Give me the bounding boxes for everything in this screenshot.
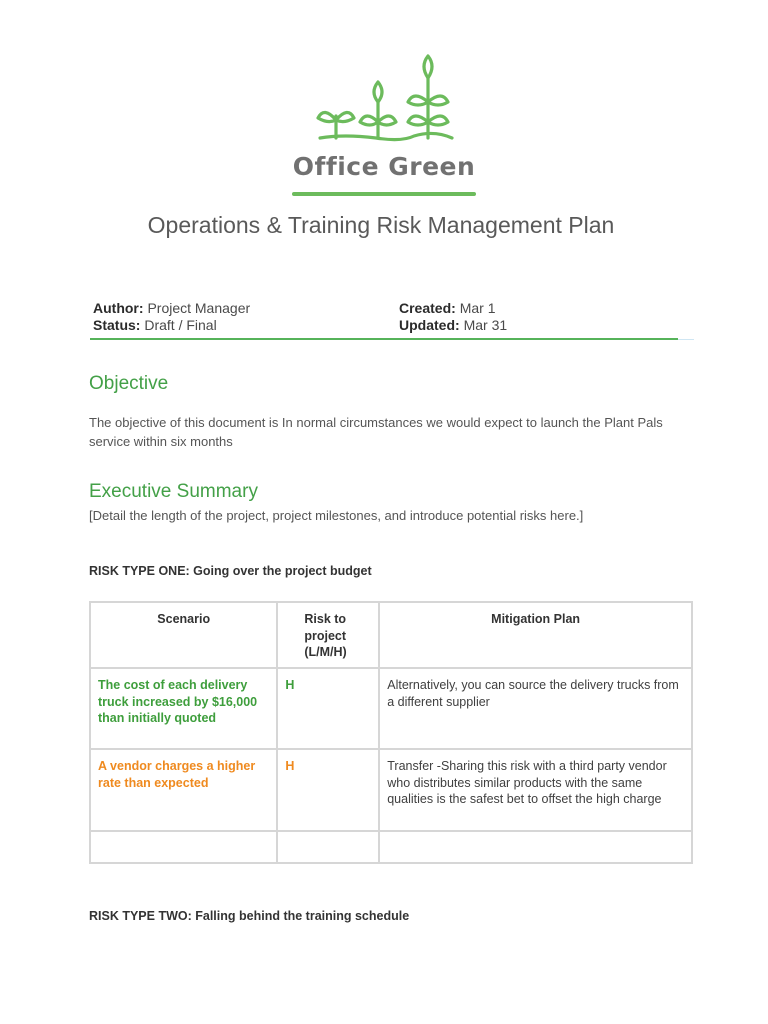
brand-wordmark: Office Green xyxy=(292,152,476,181)
mitigation-cell xyxy=(379,831,692,863)
status-value: Draft / Final xyxy=(144,317,217,333)
updated-label: Updated: xyxy=(399,317,460,333)
meta-right xyxy=(399,300,507,334)
risk-two-title: RISK TYPE TWO: Falling behind the training schedule xyxy=(89,909,410,923)
objective-heading: Objective xyxy=(89,373,169,394)
created-line xyxy=(399,300,507,317)
risk-cell: H xyxy=(277,668,379,749)
mitigation-cell: Transfer -Sharing this risk with a third party vendor who distributes similar products with the same qualities is the safest bet to offset the high charge xyxy=(379,749,692,831)
status-label: Status: xyxy=(93,317,141,333)
created-label: Created: xyxy=(399,300,456,316)
brand-underline xyxy=(292,192,476,196)
header-divider xyxy=(90,338,678,340)
scenario-header: Scenario xyxy=(90,602,277,668)
author-label: Author: xyxy=(93,300,144,316)
scenario-cell: A vendor charges a higher rate than expected xyxy=(90,749,277,831)
risk-one-table xyxy=(89,601,693,864)
meta-left xyxy=(93,300,250,334)
status-line xyxy=(93,317,250,334)
mitigation-header: Mitigation Plan xyxy=(379,602,692,668)
risk-cell: H xyxy=(277,749,379,831)
sprouting-plants-icon xyxy=(284,52,484,148)
scenario-cell xyxy=(90,831,277,863)
risk-header: Risk to project (L/M/H) xyxy=(277,602,379,668)
author-line xyxy=(93,300,250,317)
office-green-logo xyxy=(284,52,484,198)
created-value: Mar 1 xyxy=(459,300,496,316)
author-value: Project Manager xyxy=(147,300,251,316)
table-row-empty xyxy=(90,831,692,863)
objective-body: The objective of this document is In normal circumstances we would expect to launch the Plant Pals service within six months xyxy=(89,415,663,449)
table-header-row xyxy=(90,602,692,668)
risk-cell xyxy=(277,831,379,863)
updated-value: Mar 31 xyxy=(463,317,508,333)
header-divider-tail xyxy=(678,339,694,340)
document-title: Operations & Training Risk Management Plan xyxy=(147,212,615,238)
executive-summary-heading: Executive Summary xyxy=(89,481,258,502)
scenario-cell: The cost of each delivery truck increased by $16,000 than initially quoted xyxy=(90,668,277,749)
mitigation-cell: Alternatively, you can source the delivery trucks from a different supplier xyxy=(379,668,692,749)
table-row xyxy=(90,749,692,831)
updated-line xyxy=(399,317,507,334)
executive-summary-body: [Detail the length of the project, project milestones, and introduce potential risks here.] xyxy=(89,508,584,523)
risk-one-title: RISK TYPE ONE: Going over the project budget xyxy=(89,564,372,578)
table-row xyxy=(90,668,692,749)
